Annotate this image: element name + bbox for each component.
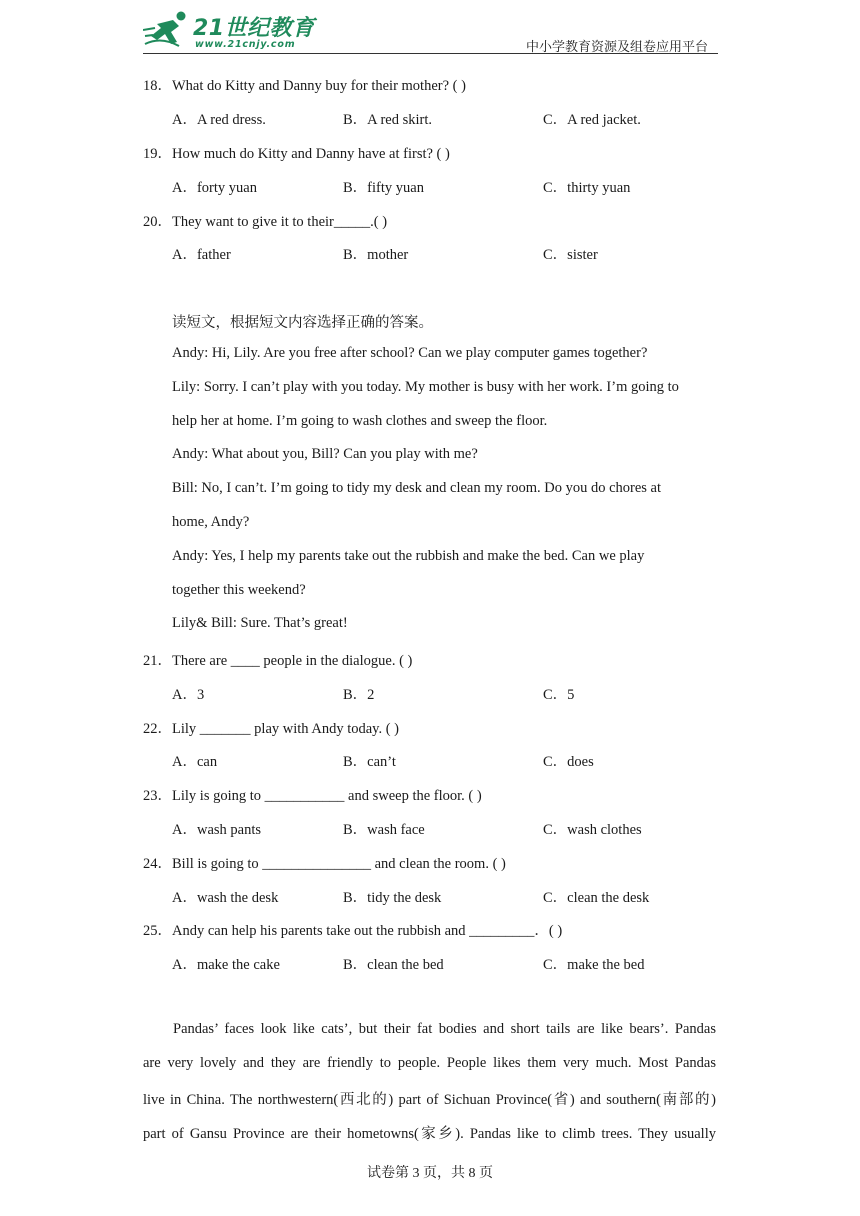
option-20-a[interactable]: A．father	[172, 247, 231, 263]
page-number: 试卷第 3 页，共 8 页	[367, 1166, 493, 1181]
dialogue-line: Bill: No, I can’t. I’m going to tidy my desk and clean my room. Do you do chores at	[172, 480, 662, 496]
reading-instruction: 读短文，根据短文内容选择正确的答案。	[172, 315, 433, 331]
option-19-b[interactable]: B．fifty yuan	[343, 180, 424, 196]
option-25-c[interactable]: C．make the bed	[543, 957, 645, 973]
runner-logo-icon	[143, 10, 193, 50]
option-23-c[interactable]: C．wash clothes	[543, 822, 642, 838]
question-23: 23．Lily is going to ___________ and sweep the floor. ( )	[143, 788, 482, 804]
question-19: 19．How much do Kitty and Danny have at first? ( )	[143, 146, 450, 162]
question-24: 24．Bill is going to _______________ and clean the room. ( )	[143, 856, 506, 872]
option-23-b[interactable]: B．wash face	[343, 822, 425, 838]
page-header	[143, 8, 718, 54]
question-18: 18．What do Kitty and Danny buy for their mother? ( )	[143, 78, 466, 94]
option-24-b[interactable]: B．tidy the desk	[343, 890, 442, 906]
option-20-b[interactable]: B．mother	[343, 247, 409, 263]
dialogue-line: Andy: Yes, I help my parents take out the rubbish and make the bed. Can we play	[172, 548, 645, 564]
passage-line: Pandas’ faces look like cats’, but their fat bodies and short tails are like bears’. Pandas	[173, 1021, 716, 1037]
header-divider	[143, 53, 718, 54]
dialogue-line: Andy: Hi, Lily. Are you free after school? Can we play computer games together?	[172, 345, 648, 361]
option-21-c[interactable]: C．5	[543, 687, 575, 703]
option-18-a[interactable]: A．A red dress.	[172, 112, 266, 128]
platform-title: 中小学教育资源及组卷应用平台	[525, 39, 708, 54]
question-21: 21．There are ____ people in the dialogue. ( )	[143, 653, 413, 669]
option-18-b[interactable]: B．A red skirt.	[343, 112, 433, 128]
question-22: 22．Lily _______ play with Andy today. ( )	[143, 721, 400, 737]
option-23-a[interactable]: A．wash pants	[172, 822, 262, 838]
option-18-c[interactable]: C．A red jacket.	[543, 112, 641, 128]
dialogue-line: together this weekend?	[172, 582, 306, 598]
dialogue-line: Andy: What about you, Bill? Can you play with me?	[172, 446, 478, 462]
logo-text: 21世纪教育	[193, 16, 315, 41]
option-24-a[interactable]: A．wash the desk	[172, 890, 279, 906]
option-22-c[interactable]: C．does	[543, 754, 594, 770]
option-19-a[interactable]: A．forty yuan	[172, 180, 257, 196]
logo-url: www.21cnjy.com	[195, 39, 296, 50]
dialogue-line: help her at home. I’m going to wash clothes and sweep the floor.	[172, 413, 548, 429]
dialogue-line: Lily: Sorry. I can’t play with you today. My mother is busy with her work. I’m going to	[172, 379, 679, 395]
passage-line: part of Gansu Province are their hometowns(家乡). Pandas like to climb trees. They usually	[143, 1126, 716, 1142]
question-25: 25．Andy can help his parents take out the rubbish and _________．( )	[143, 923, 563, 939]
dialogue-line: Lily& Bill: Sure. That’s great!	[172, 615, 348, 631]
option-22-a[interactable]: A．can	[172, 754, 218, 770]
option-24-c[interactable]: C．clean the desk	[543, 890, 650, 906]
site-logo[interactable]	[143, 10, 318, 54]
passage-line: live in China. The northwestern(西北的) part of Sichuan Province(省) and southern(南部的)	[143, 1092, 716, 1108]
option-20-c[interactable]: C．sister	[543, 247, 598, 263]
question-20: 20．They want to give it to their_____.( )	[143, 214, 388, 230]
dialogue-line: home, Andy?	[172, 514, 250, 530]
option-19-c[interactable]: C．thirty yuan	[543, 180, 631, 196]
option-25-b[interactable]: B．clean the bed	[343, 957, 444, 973]
option-22-b[interactable]: B．can’t	[343, 754, 396, 770]
passage-line: are very lovely and they are friendly to people. People likes them very much. Most Pandas	[143, 1055, 716, 1071]
option-21-b[interactable]: B．2	[343, 687, 375, 703]
option-25-a[interactable]: A．make the cake	[172, 957, 280, 973]
option-21-a[interactable]: A．3	[172, 687, 205, 703]
